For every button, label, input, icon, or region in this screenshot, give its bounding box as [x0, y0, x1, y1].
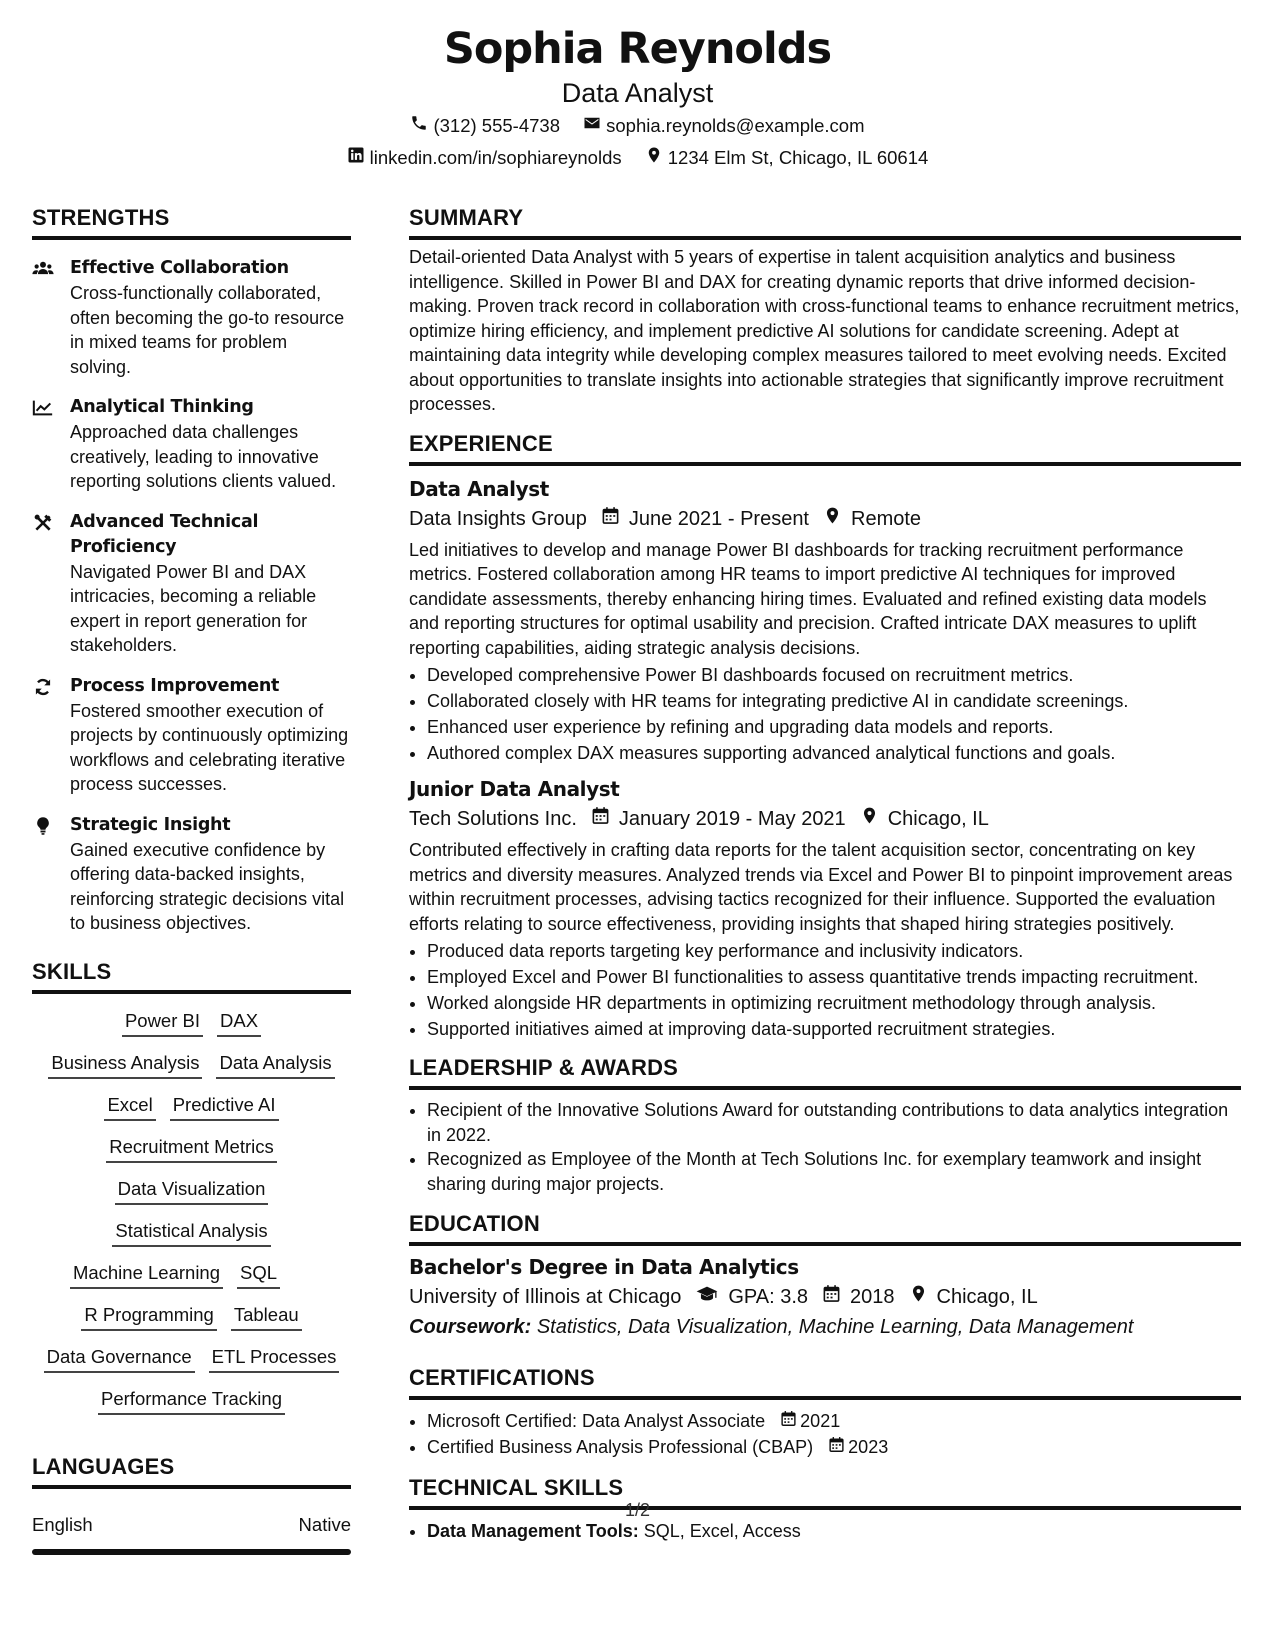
- contact-row-1: [0, 110, 1275, 142]
- left-column: [32, 204, 351, 1555]
- technical-skill-item: [427, 1518, 1241, 1544]
- certification-name: Microsoft Certified: Data Analyst Associate: [427, 1411, 766, 1431]
- certifications-heading: CERTIFICATIONS: [409, 1364, 1241, 1400]
- calendar-icon: [828, 1434, 848, 1460]
- strengths-heading: STRENGTHS: [32, 204, 351, 240]
- coursework: [409, 1312, 1241, 1342]
- award-item: • Recipient of the Innovative Solutions Award for outstanding contributions to data analytics integration in 2022.: [427, 1098, 1241, 1147]
- skill-tag: Excel: [104, 1092, 155, 1121]
- map-pin-icon: [645, 142, 668, 174]
- technical-skill-label: Data Management Tools:: [427, 1521, 639, 1541]
- page-number: 1/2: [624, 1500, 651, 1520]
- candidate-name: Sophia Reynolds: [443, 24, 832, 74]
- skill-tag: Business Analysis: [48, 1050, 202, 1079]
- job-entry: [409, 774, 1241, 1042]
- job-bullet: • Worked alongside HR departments in optimizing recruitment methodology through analysis.: [427, 990, 1241, 1016]
- award-item: • Recognized as Employee of the Month at Tech Solutions Inc. for exemplary teamwork and insight sharing during major projects.: [427, 1147, 1241, 1196]
- skills-list: [32, 1008, 351, 1415]
- linkedin-contact[interactable]: [347, 142, 622, 174]
- job-bullet: • Authored complex DAX measures supporting advanced analytical functions and goals.: [427, 740, 1241, 766]
- strength-item: [32, 510, 351, 658]
- skill-tag: Performance Tracking: [98, 1386, 285, 1415]
- strength-title: Process Improvement: [70, 675, 280, 696]
- skill-tag: Recruitment Metrics: [106, 1134, 276, 1163]
- company-name: Data Insights Group: [409, 507, 587, 530]
- linkedin-icon: [347, 142, 370, 174]
- certification-name: Certified Business Analysis Professional (CBAP): [427, 1437, 814, 1457]
- degree-title: Bachelor's Degree in Data Analytics: [409, 1255, 799, 1279]
- certification-item: [427, 1408, 1241, 1434]
- strength-title: Strategic Insight: [70, 814, 231, 835]
- phone-icon: [410, 110, 433, 142]
- map-pin-icon: [860, 804, 888, 834]
- technical-skills-list: [409, 1518, 1241, 1544]
- school-name: University of Illinois at Chicago: [409, 1286, 682, 1308]
- job-bullets: [409, 662, 1241, 766]
- language-level: Native: [298, 1513, 351, 1535]
- strength-item: [32, 674, 351, 797]
- coursework-text: Statistics, Data Visualization, Machine Learning, Data Management: [536, 1316, 1134, 1338]
- lightbulb-icon: [32, 813, 70, 936]
- resume-header: [0, 0, 1275, 174]
- technical-skills-heading: TECHNICAL SKILLS: [409, 1474, 1241, 1510]
- certification-year: [780, 1408, 840, 1434]
- job-meta: [409, 804, 1241, 834]
- job-description: Led initiatives to develop and manage Power BI dashboards for tracking recruitment performance metrics. Fostered collaboration among HR teams to import predictive AI techniques for improved candidate assessments, thereby enhancing hiring times. Evaluated and refined existing data models and reporting structures for optimal usability and precision. Crafted intricate DAX measures to uplift reporting capabilities, aiding strategic analysis decisions.: [409, 539, 1207, 658]
- strength-desc: Gained executive confidence by offering data-backed insights, reinforcing strategic decisions vital to business objectives.: [70, 839, 345, 933]
- certification-year: [828, 1434, 888, 1460]
- gpa-text: GPA: 3.8: [728, 1286, 809, 1308]
- gpa: [695, 1282, 808, 1312]
- email-contact[interactable]: [583, 110, 864, 142]
- coursework-label: Coursework:: [409, 1316, 532, 1338]
- job-dates-text: June 2021 - Present: [628, 507, 809, 530]
- phone-contact: [410, 110, 560, 142]
- skill-tag: Statistical Analysis: [112, 1218, 270, 1247]
- map-pin-icon: [823, 504, 851, 534]
- leadership-list: [409, 1098, 1241, 1196]
- graduation-year: [822, 1282, 895, 1312]
- leadership-heading: LEADERSHIP & AWARDS: [409, 1054, 1241, 1090]
- job-location-text: Chicago, IL: [887, 808, 989, 830]
- strength-item: [32, 395, 351, 494]
- job-dates-text: January 2019 - May 2021: [618, 808, 846, 830]
- envelope-icon: [583, 110, 606, 142]
- skill-tag: Machine Learning: [70, 1260, 223, 1289]
- strength-title: Analytical Thinking: [70, 397, 254, 417]
- skill-tag: SQL: [237, 1260, 280, 1289]
- experience-heading: EXPERIENCE: [409, 430, 1241, 466]
- skill-tag: Power BI: [122, 1008, 203, 1037]
- summary-heading: SUMMARY: [409, 204, 1241, 240]
- skill-tag: Data Governance: [44, 1344, 195, 1373]
- right-column: [409, 204, 1241, 1544]
- strength-desc: Approached data challenges creatively, leading to innovative reporting solutions clients valued.: [70, 422, 337, 491]
- job-dates: [591, 804, 846, 834]
- certification-year-text: 2021: [800, 1411, 841, 1431]
- candidate-title: Data Analyst: [561, 78, 714, 108]
- education-meta: [409, 1282, 1241, 1312]
- job-title: Data Analyst: [409, 476, 549, 501]
- certifications-list: [409, 1408, 1241, 1460]
- language-name: English: [32, 1513, 93, 1535]
- strength-desc: Navigated Power BI and DAX intricacies, becoming a reliable expert in report generation for stakeholders.: [70, 561, 317, 655]
- job-location: [860, 804, 989, 834]
- certification-item: [427, 1434, 1241, 1460]
- tools-icon: [32, 510, 70, 658]
- job-bullet: • Developed comprehensive Power BI dashboards focused on recruitment metrics.: [427, 662, 1241, 688]
- strength-desc: Fostered smoother execution of projects by continuously optimizing workflows and celebrating iterative process successes.: [70, 700, 349, 794]
- strength-desc: Cross-functionally collaborated, often becoming the go-to resource in mixed teams for problem solving.: [70, 283, 345, 377]
- calendar-icon: [822, 1282, 850, 1312]
- linkedin-text[interactable]: linkedin.com/in/sophiareynolds: [369, 147, 622, 168]
- sync-icon: [32, 674, 70, 797]
- languages-heading: LANGUAGES: [32, 1453, 351, 1489]
- technical-skill-value: SQL, Excel, Access: [643, 1521, 801, 1541]
- job-dates: [601, 504, 809, 534]
- skill-tag: ETL Processes: [209, 1344, 340, 1373]
- job-location-text: Remote: [851, 507, 922, 530]
- chart-line-icon: [32, 395, 70, 494]
- phone-text: (312) 555-4738: [433, 115, 560, 136]
- strength-title: Advanced Technical Proficiency: [70, 511, 259, 557]
- address-contact: [645, 142, 929, 174]
- education-location: [909, 1282, 1038, 1312]
- calendar-icon: [601, 504, 629, 534]
- job-meta: [409, 504, 1241, 534]
- education-location-text: Chicago, IL: [936, 1286, 1038, 1308]
- language-level-bar: [32, 1549, 351, 1555]
- certification-year-text: 2023: [848, 1437, 889, 1457]
- skill-tag: Data Analysis: [216, 1050, 334, 1079]
- skill-tag: DAX: [217, 1008, 261, 1037]
- address-text: 1234 Elm St, Chicago, IL 60614: [667, 147, 929, 168]
- job-bullet: • Collaborated closely with HR teams for integrating predictive AI in candidate screenings.: [427, 688, 1241, 714]
- job-description: Contributed effectively in crafting data reports for the talent acquisition sector, concentrating on key metrics and diversity measures. Analyzed trends via Excel and Power BI to pinpoint improvement areas within recruitment processes, advising tactics recognized for their influence. Supported the evaluation efforts relating to source effectiveness, providing insights that shaped hiring strategies positively.: [409, 840, 1233, 934]
- contact-row-2: [0, 142, 1275, 174]
- calendar-icon: [591, 804, 619, 834]
- job-bullet: • Produced data reports targeting key performance and inclusivity indicators.: [427, 938, 1241, 964]
- skill-tag: Data Visualization: [115, 1176, 269, 1205]
- job-entry: [409, 474, 1241, 767]
- strength-item: [32, 256, 351, 379]
- skills-heading: SKILLS: [32, 958, 351, 994]
- graduation-cap-icon: [695, 1282, 728, 1312]
- education-heading: EDUCATION: [409, 1210, 1241, 1246]
- skill-tag: R Programming: [81, 1302, 217, 1331]
- skill-tag: Predictive AI: [170, 1092, 279, 1121]
- job-bullet: • Supported initiatives aimed at improving data-supported recruitment strategies.: [427, 1016, 1241, 1042]
- calendar-icon: [780, 1408, 800, 1434]
- email-text[interactable]: sophia.reynolds@example.com: [606, 115, 865, 136]
- job-bullet: • Employed Excel and Power BI functionalities to assess quantitative trends impacting recruitment.: [427, 964, 1241, 990]
- strength-title: Effective Collaboration: [70, 258, 289, 278]
- job-location: [823, 504, 921, 534]
- company-name: Tech Solutions Inc.: [409, 808, 577, 830]
- strength-item: [32, 813, 351, 936]
- job-bullet: • Enhanced user experience by refining and upgrading data models and reports.: [427, 714, 1241, 740]
- skill-tag: Tableau: [231, 1302, 302, 1331]
- map-pin-icon: [909, 1282, 937, 1312]
- graduation-year-text: 2018: [850, 1286, 895, 1308]
- users-icon: [32, 256, 70, 379]
- job-title: Junior Data Analyst: [409, 777, 620, 801]
- job-bullets: [409, 938, 1241, 1042]
- summary-text: Detail-oriented Data Analyst with 5 years of expertise in talent acquisition analytics and business intelligence. Skilled in Power BI and DAX for creating dynamic reports that drive informed decision-making. Proven track record in collaboration with cross-functional teams to enhance recruitment metrics, optimize hiring efficiency, and implement predictive AI solutions for candidate screening. Adept at maintaining data integrity while developing complex measures tailored to meet evolving needs. Excited about opportunities to translate insights into actionable strategies that significantly improve recruitment processes.: [409, 247, 1240, 414]
